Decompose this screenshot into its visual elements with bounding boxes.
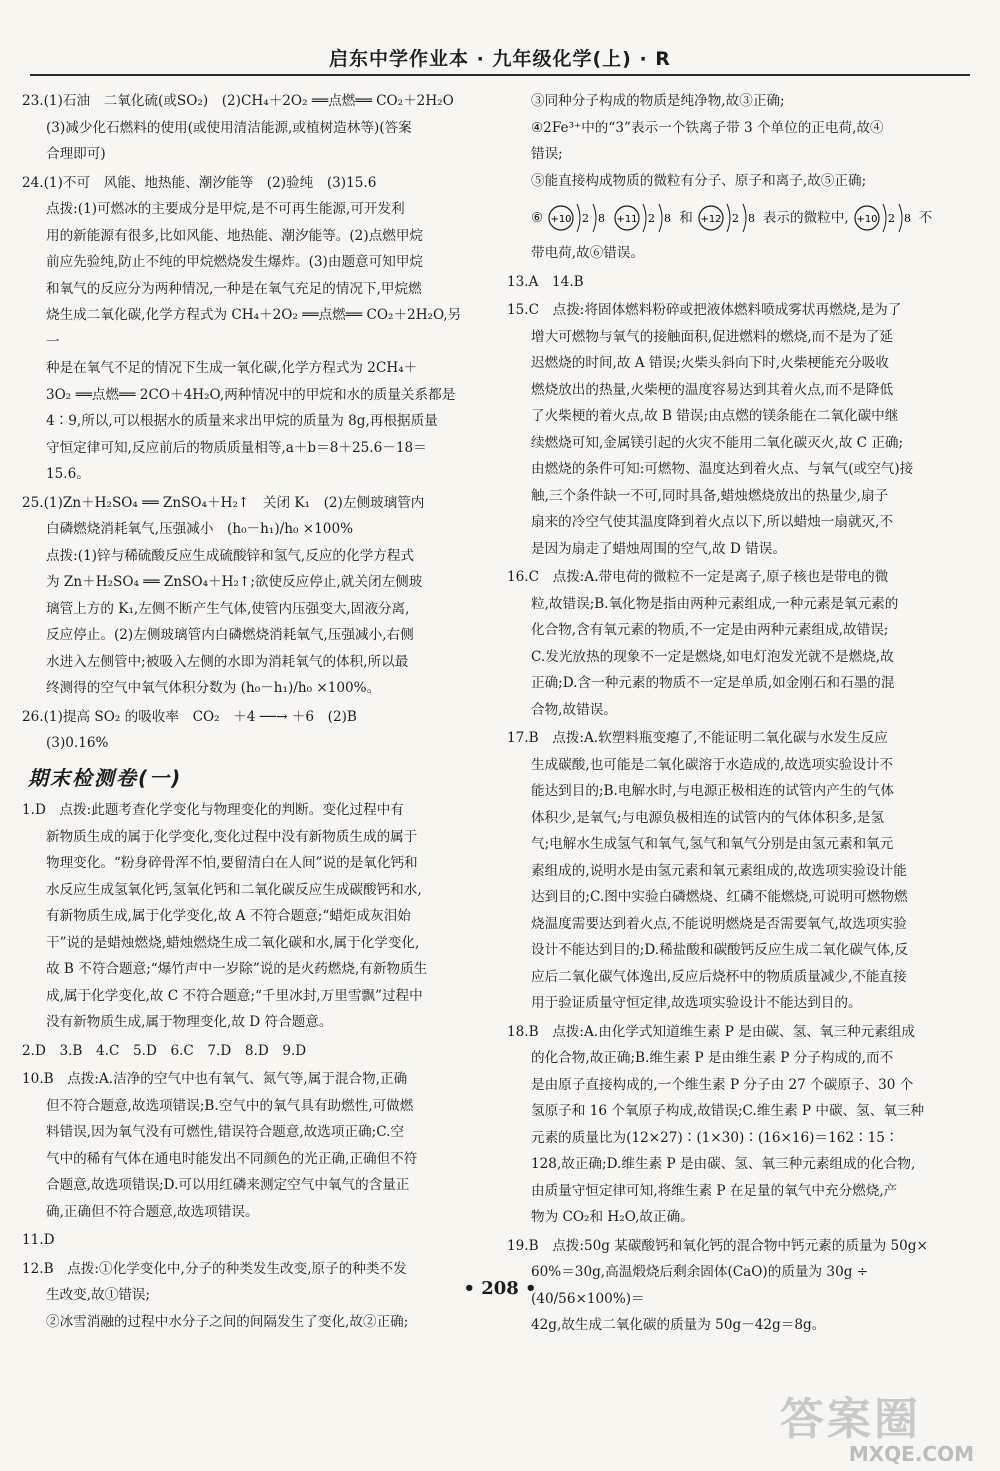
text-line: 用于验证质量守恒定律,故选项实验设计不能达到目的。 — [531, 995, 862, 1011]
text-line: 体积少,是氧气;与电源负极相连的试管内的气体体积多,是氢 — [531, 809, 885, 826]
text-line: 有新物质生成,属于化学变化,故 A 不符合题意;“蜡炬成灰泪始 — [46, 908, 411, 924]
text-line: 化合物,含有氧元素的物质,不一定是由两种元素组成,故错误; — [531, 622, 889, 638]
and-text: 和 — [679, 209, 693, 226]
atom-diagram-3 — [697, 198, 759, 238]
page-number: • 208 • — [463, 1278, 537, 1299]
text-line: ④2Fe³⁺中的“3”表示一个铁离子带 3 个单位的正电荷,故④ — [531, 119, 884, 136]
text-line: 烧生成二氧化碳,化学方程式为 CH₄＋2O₂ ══点燃══ CO₂＋2H₂O,另一 — [46, 307, 462, 350]
answer-1 — [22, 797, 474, 1036]
nucleus-charge: +11 — [616, 214, 638, 225]
text-line: 合题意,故选项错误;D.可以用红磷来测定空气中氧气的含量正 — [46, 1177, 410, 1193]
text-line: 合理即可) — [46, 146, 106, 162]
text-line: 2.D 3.B 4.C 5.D 6.C 7.D 8.D 9.D — [22, 1042, 307, 1059]
text-line: 气中的稀有气体在通电时能发出不同颜色的光正确,正确但不符 — [46, 1150, 418, 1167]
shell-count: 2 — [731, 212, 739, 225]
text-line: 白磷燃烧消耗氧气,压强减小 (h₀－h₁)/h₀ ×100% — [46, 521, 354, 537]
shell-count: 2 — [582, 212, 590, 225]
text-line: 1.D 点拨:此题考查化学变化与物理变化的判断。变化过程中有 — [22, 802, 404, 818]
text-line: 了火柴梗的着火点,故 B 错误;由点燃的镁条能在二氧化碳中继 — [531, 408, 899, 424]
text-line: 水反应生成氢氧化钙,氢氧化钙和二氧化碳反应生成碳酸钙和水, — [46, 881, 422, 898]
text-line: 终测得的空气中氧气体积分数为 (h₀－h₁)/h₀ ×100%。 — [46, 680, 381, 696]
text-line: (3)0.16% — [46, 735, 109, 751]
page-title: 启东中学作业本 · 九年级化学(上) · R — [329, 48, 671, 70]
circled-six: ⑥ — [531, 209, 544, 226]
right-column — [507, 88, 969, 1341]
answers-13-14 — [507, 269, 969, 296]
text-line: 17.B 点拨:A.软塑料瓶变瘪了,不能证明二氧化碳与水发生反应 — [507, 730, 888, 746]
text-line: 没有新物质生成,属于物理变化,故 D 符合题意。 — [46, 1014, 333, 1030]
answer-23 — [22, 88, 474, 168]
text-line: 11.D — [22, 1232, 55, 1248]
text-line: 由质量守恒定律可知,将维生素 P 在足量的氧气中充分燃烧,产 — [531, 1182, 898, 1199]
text-line: 点拨:(1)可燃冰的主要成分是甲烷,是不可再生能源,可开发利 — [46, 201, 405, 217]
shell-count: 2 — [648, 212, 656, 225]
text-line: 是因为扇走了蜡烛周围的空气,故 D 错误。 — [531, 540, 786, 557]
text-line: C.发光放热的现象不一定是燃烧,如电灯泡发光就不是燃烧,故 — [531, 648, 894, 665]
nucleus-charge: +10 — [856, 214, 878, 225]
text-line: 4∶9,所以,可以根据水的质量来求出甲烷的质量为 8g,再根据质量 — [46, 413, 438, 429]
answer-15 — [507, 297, 969, 562]
text-line: 物为 CO₂和 H₂O,故正确。 — [531, 1209, 694, 1225]
text-line: 60%＝30g,高温煅烧后剩余固体(CaO)的质量为 30g ÷ (40/56×100%)＝ — [531, 1264, 869, 1307]
text-line: 的化合物,故正确;B.维生素 P 是由维生素 P 分子构成的,而不 — [531, 1050, 894, 1066]
answer-25 — [22, 490, 474, 702]
text-line: 12.B 点拨:①化学变化中,分子的种类发生改变,原子的种类不发 — [22, 1260, 407, 1277]
text-line: 由燃烧的条件可知:可燃物、温度达到着火点、与氧气(或空气)接 — [531, 461, 914, 477]
text-line: 16.C 点拨:A.带电荷的微粒不一定是离子,原子核也是带电的微 — [507, 569, 889, 585]
answer-26 — [22, 704, 474, 757]
text-line: 23.(1)石油 二氧化硫(或SO₂) (2)CH₄＋2O₂ ══点燃══ CO₂＋2H₂O — [22, 93, 454, 109]
text-line: 生改变,故①错误; — [46, 1287, 151, 1303]
text-line: 25.(1)Zn＋H₂SO₄ ══ ZnSO₄＋H₂↑ 关闭 K₁ (2)左侧玻璃管内 — [22, 494, 425, 511]
answer-24 — [22, 170, 474, 488]
text-line: 24.(1)不可 风能、地热能、潮汐能等 (2)验纯 (3)15.6 — [22, 174, 377, 191]
text-line: 但不符合题意,故选项错误;B.空气中的氧气具有助燃性,可做燃 — [46, 1097, 414, 1114]
text-line: 氢原子和 16 个氧原子构成,故错误;C.维生素 P 中碳、氢、氧三种 — [531, 1103, 925, 1119]
text-line: 增大可燃物与氧气的接触面积,促进燃料的燃烧,而不是为了延 — [531, 328, 894, 345]
description-text: 表示的微粒中, — [762, 209, 849, 226]
text-line: 和氧气的反应分为两种情况,一种是在氧气充足的情况下,甲烷燃 — [46, 280, 422, 297]
text-line: 点拨:(1)锌与稀硫酸反应生成硫酸锌和氢气,反应的化学方程式 — [46, 547, 414, 564]
text-line: 42g,故生成二氧化碳的质量为 50g－42g＝8g。 — [531, 1317, 826, 1333]
text-line: 种是在氧气不足的情况下生成一氧化碳,化学方程式为 2CH₄＋ — [46, 360, 418, 376]
text-line: 触,三个条件缺一不可,同时具备,蜡烛燃烧放出的热量少,扇子 — [531, 487, 889, 504]
text-line: 水进入左侧管中;被吸入左侧的水即为消耗氧气的体积,所以最 — [46, 653, 409, 670]
text-line: ②冰雪消融的过程中水分子之间的间隔发生了变化,故②正确; — [46, 1313, 409, 1330]
text-line: 元素的质量比为(12×27)∶(1×30)∶(16×16)＝162∶15∶ — [531, 1129, 899, 1146]
watermark-url: MXQE.COM — [848, 1442, 974, 1466]
nucleus-charge: +10 — [550, 214, 572, 225]
text-line: ③同种分子构成的物质是纯净物,故③正确; — [531, 93, 785, 109]
section-title: 期末检测卷(一) — [28, 765, 183, 790]
text-line: 13.A 14.B — [507, 273, 584, 290]
text-line: 15.6。 — [46, 466, 90, 482]
text-line: 用的新能源有很多,比如风能、地热能、潮汐能等。(2)点燃甲烷 — [46, 227, 424, 244]
shell-count: 8 — [664, 212, 672, 225]
answers-2-9 — [22, 1038, 474, 1065]
text-line: 错误; — [531, 146, 563, 162]
text-line: 3O₂ ══点燃══ 2CO＋4H₂O,两种情况中的甲烷和水的质量关系都是 — [46, 386, 456, 403]
text-line: 10.B 点拨:A.洁净的空气中也有氧气、氮气等,属于混合物,正确 — [22, 1071, 408, 1087]
answer-12-continued — [507, 88, 969, 194]
text-line: 达到目的;C.图中实验白磷燃烧、红磷不能燃烧,可说明可燃物燃 — [531, 889, 908, 905]
answer-12-end — [507, 240, 969, 267]
text-line: 前应先验纯,防止不纯的甲烷燃烧发生爆炸。(3)由题意可知甲烷 — [46, 254, 424, 270]
text-line: 守恒定律可知,反应前后的物质质量相等,a＋b＝8＋25.6－18＝ — [46, 439, 427, 456]
text-line: 干”说的是蜡烛燃烧,蜡烛燃烧生成二氧化碳和水,属于化学变化, — [46, 934, 420, 951]
atom-diagram-2 — [613, 198, 675, 238]
text-line: 扇来的冷空气使其温度降到着火点以下,所以蜡烛一扇就灭,不 — [531, 514, 894, 530]
text-line: 故 B 不符合题意;“爆竹声中一岁除”说的是火药燃烧,有新物质生 — [46, 961, 428, 977]
atom-diagram-4 — [853, 198, 915, 238]
text-line: 续燃烧可知,金属镁引起的火灾不能用二氧化碳灭火,故 C 正确; — [531, 434, 904, 451]
text-line: 为 Zn＋H₂SO₄ ══ ZnSO₄＋H₂↑;欲使反应停止,就关闭左侧玻 — [46, 574, 423, 590]
watermark-text: 答案圈 — [780, 1394, 921, 1445]
text-line: 生成碳酸,也可能是二氧化碳溶于水造成的,故选项实验设计不 — [531, 756, 894, 773]
nucleus-charge: +12 — [700, 214, 722, 225]
text-line: (3)减少化石燃料的使用(或使用清洁能源,或植树造林等)(答案 — [46, 119, 412, 136]
text-line: 应后二氧化碳气体逸出,反应后烧杯中的物质质量减少,不能直接 — [531, 968, 907, 985]
text-line: 粒,故错误;B.氧化物是指由两种元素组成,一种元素是氧元素的 — [531, 595, 899, 612]
text-line: 素组成的,说明水是由氢元素和氧元素组成的,故选项实验设计能 — [531, 862, 907, 879]
text-line: 26.(1)提高 SO₂ 的吸收率 CO₂ ＋4 ──→ ＋6 (2)B — [22, 708, 357, 725]
answer-16 — [507, 564, 969, 723]
text-line: 料错误,因为氧气没有可燃性,错误符合题意,故选项正确;C.空 — [46, 1124, 405, 1140]
text-line: 物理变化。“粉身碎骨浑不怕,要留清白在人间”说的是氧化钙和 — [46, 855, 418, 871]
shell-count: 8 — [903, 212, 911, 225]
text-line: 是由原子直接构成的,一个维生素 P 分子由 27 个碳原子、30 个 — [531, 1076, 914, 1093]
text-line: 128,故正确;D.维生素 P 是由碳、氢、氧三种元素组成的化合物, — [531, 1156, 916, 1172]
text-line: 璃管上方的 K₁,左侧不断产生气体,使管内压强变大,固液分离, — [46, 600, 410, 617]
text-line: 能达到目的;B.电解水时,与电源正极相连的试管内产生的气体 — [531, 783, 895, 799]
answer-17 — [507, 725, 969, 1017]
shell-count: 8 — [598, 212, 606, 225]
shell-count: 8 — [747, 212, 755, 225]
text-line: 18.B 点拨:A.由化学式知道维生素 P 是由碳、氢、氧三种元素组成 — [507, 1023, 915, 1040]
atom-structure-row — [507, 196, 969, 240]
page-header — [30, 44, 970, 76]
atom-diagram-1 — [547, 198, 609, 238]
answer-11 — [22, 1227, 474, 1254]
answer-10 — [22, 1066, 474, 1225]
text-line: 燃烧放出的热量,火柴梗的温度容易达到其着火点,而不是降低 — [531, 381, 894, 398]
watermark-logo — [780, 1394, 980, 1466]
text-line: 确,正确但不符合题意,故选项错误。 — [46, 1203, 259, 1220]
text-line: 气;电解水生成氢气和氧气,氢气和氧气分别是由氢元素和氧元 — [531, 836, 894, 852]
text-line: 19.B 点拨:50g 某碳酸钙和氧化钙的混合物中钙元素的质量为 50g× — [507, 1237, 928, 1254]
text-line: 反应停止。(2)左侧玻璃管内白磷燃烧消耗氧气,压强减小,右侧 — [46, 627, 414, 643]
text-line: 设计不能达到目的;D.稀盐酸和碳酸钙反应生成二氧化碳气体,反 — [531, 942, 909, 958]
shell-count: 2 — [887, 212, 895, 225]
tail-text: 不 — [918, 209, 933, 226]
text-line: 烧温度需要达到着火点,不能说明燃烧是否需要氧气,故选项实验 — [531, 915, 907, 932]
text-line: 新物质生成的属于化学变化,变化过程中没有新物质生成的属于 — [46, 828, 418, 845]
left-column — [22, 88, 474, 1337]
text-line: 15.C 点拨:将固体燃料粉碎或把液体燃料喷成雾状再燃烧,是为了 — [507, 302, 902, 318]
text-line: ⑤能直接构成物质的微粒有分子、原子和离子,故⑤正确; — [531, 172, 867, 189]
text-line: 带电荷,故⑥错误。 — [531, 245, 645, 261]
text-line: 迟燃烧的时间,故 A 错误;火柴头斜向下时,火柴梗能充分吸收 — [531, 355, 889, 371]
text-line: 成,属于化学变化,故 C 不符合题意;“千里冰封,万里雪飘”过程中 — [46, 987, 423, 1004]
text-line: 正确;D.含一种元素的物质不一定是单质,如金刚石和石墨的混 — [531, 675, 895, 691]
answer-18 — [507, 1019, 969, 1231]
text-line: 合物,故错误。 — [531, 701, 617, 718]
